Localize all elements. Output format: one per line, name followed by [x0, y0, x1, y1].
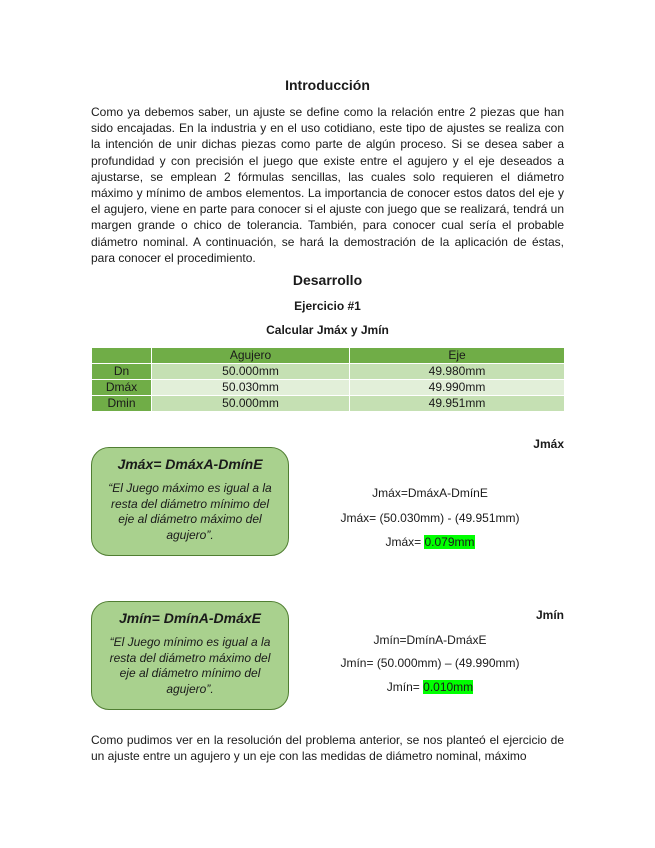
- jmin-result-value: 0.010mm: [423, 680, 474, 694]
- jmax-formula-box: [91, 447, 289, 556]
- jmin-formula: Jmín= DmínA-DmáxE: [119, 610, 261, 626]
- jmin-calc-formula: Jmín=DmínA-DmáxE: [373, 633, 487, 647]
- table-header-cell: Eje: [350, 348, 565, 364]
- table-row: [92, 380, 565, 396]
- table-cell: 50.000mm: [152, 364, 350, 380]
- jmin-formula-box: [91, 601, 289, 710]
- jmin-description: “El Juego mínimo es igual a la resta del diámetro máximo del eje al diámetro mínimo del agujero”.: [109, 635, 271, 696]
- table-cell: 49.990mm: [350, 380, 565, 396]
- table-header-row: [92, 348, 565, 364]
- jmin-result-label: Jmín=: [386, 680, 424, 694]
- jmax-description: “El Juego máximo es igual a la resta del diámetro mínimo del eje al diámetro máximo del agujero”.: [108, 481, 272, 542]
- jmax-result-value: 0.079mm: [424, 535, 475, 549]
- measurements-table: [91, 347, 565, 412]
- jmin-section-label: Jmín: [535, 608, 564, 622]
- table-row-label: Dmáx: [92, 380, 152, 396]
- table-cell: 50.030mm: [152, 380, 350, 396]
- jmax-result: [310, 535, 550, 549]
- jmax-calc-substitution: Jmáx= (50.030mm) - (49.951mm): [340, 511, 520, 525]
- table-cell: 50.000mm: [152, 396, 350, 412]
- table-row: [92, 396, 565, 412]
- jmax-calc-formula: Jmáx=DmáxA-DmínE: [372, 486, 488, 500]
- table-row-label: Dn: [92, 364, 152, 380]
- task-title: Calcular Jmáx y Jmín: [266, 323, 389, 337]
- table-cell: 49.951mm: [350, 396, 565, 412]
- table-header-cell: [92, 348, 152, 364]
- closing-paragraph: Como pudimos ver en la resolución del problema anterior, se nos planteó el ejercicio de un ajuste entre un agujero y un eje con las medidas de diámetro nominal, máximo: [91, 733, 564, 764]
- table-row: [92, 364, 565, 380]
- intro-paragraph: Como ya debemos saber, un ajuste se define como la relación entre 2 piezas que han sido encajadas. En la industria y en el uso cotidiano, este tipo de ajustes se realiza con la intención de unir dichas piezas como parte de algún proceso. Si se desea saber a profundidad y con precisión el juego que existe entre el agujero y el eje deseados a ajustarse, se emplean 2 fórmulas sencillas, las cuales solo requieren el diámetro máximo y mínimo de ambos elementos. La importancia de conocer estos datos del eje y el agujero, viene en parte para conocer si el ajuste con juego que se realizará, tendrá un margen grande o chico de tolerancia. También, para conocer cual sería el probable diámetro nominal. A continuación, se hará la demostración de la aplicación de éstas, para conocer el procedimiento.: [91, 105, 564, 265]
- jmax-section-label: Jmáx: [533, 437, 564, 451]
- table-cell: 49.980mm: [350, 364, 565, 380]
- jmin-result: [310, 680, 550, 694]
- jmax-result-label: Jmáx=: [385, 535, 425, 549]
- table-row-label: Dmin: [92, 396, 152, 412]
- exercise-title: Ejercicio #1: [294, 299, 361, 313]
- jmin-calc-substitution: Jmín= (50.000mm) – (49.990mm): [340, 656, 520, 670]
- development-title: Desarrollo: [292, 272, 363, 288]
- jmax-formula: Jmáx= DmáxA-DmínE: [117, 456, 263, 472]
- table-header-cell: Agujero: [152, 348, 350, 364]
- intro-title: Introducción: [285, 77, 370, 93]
